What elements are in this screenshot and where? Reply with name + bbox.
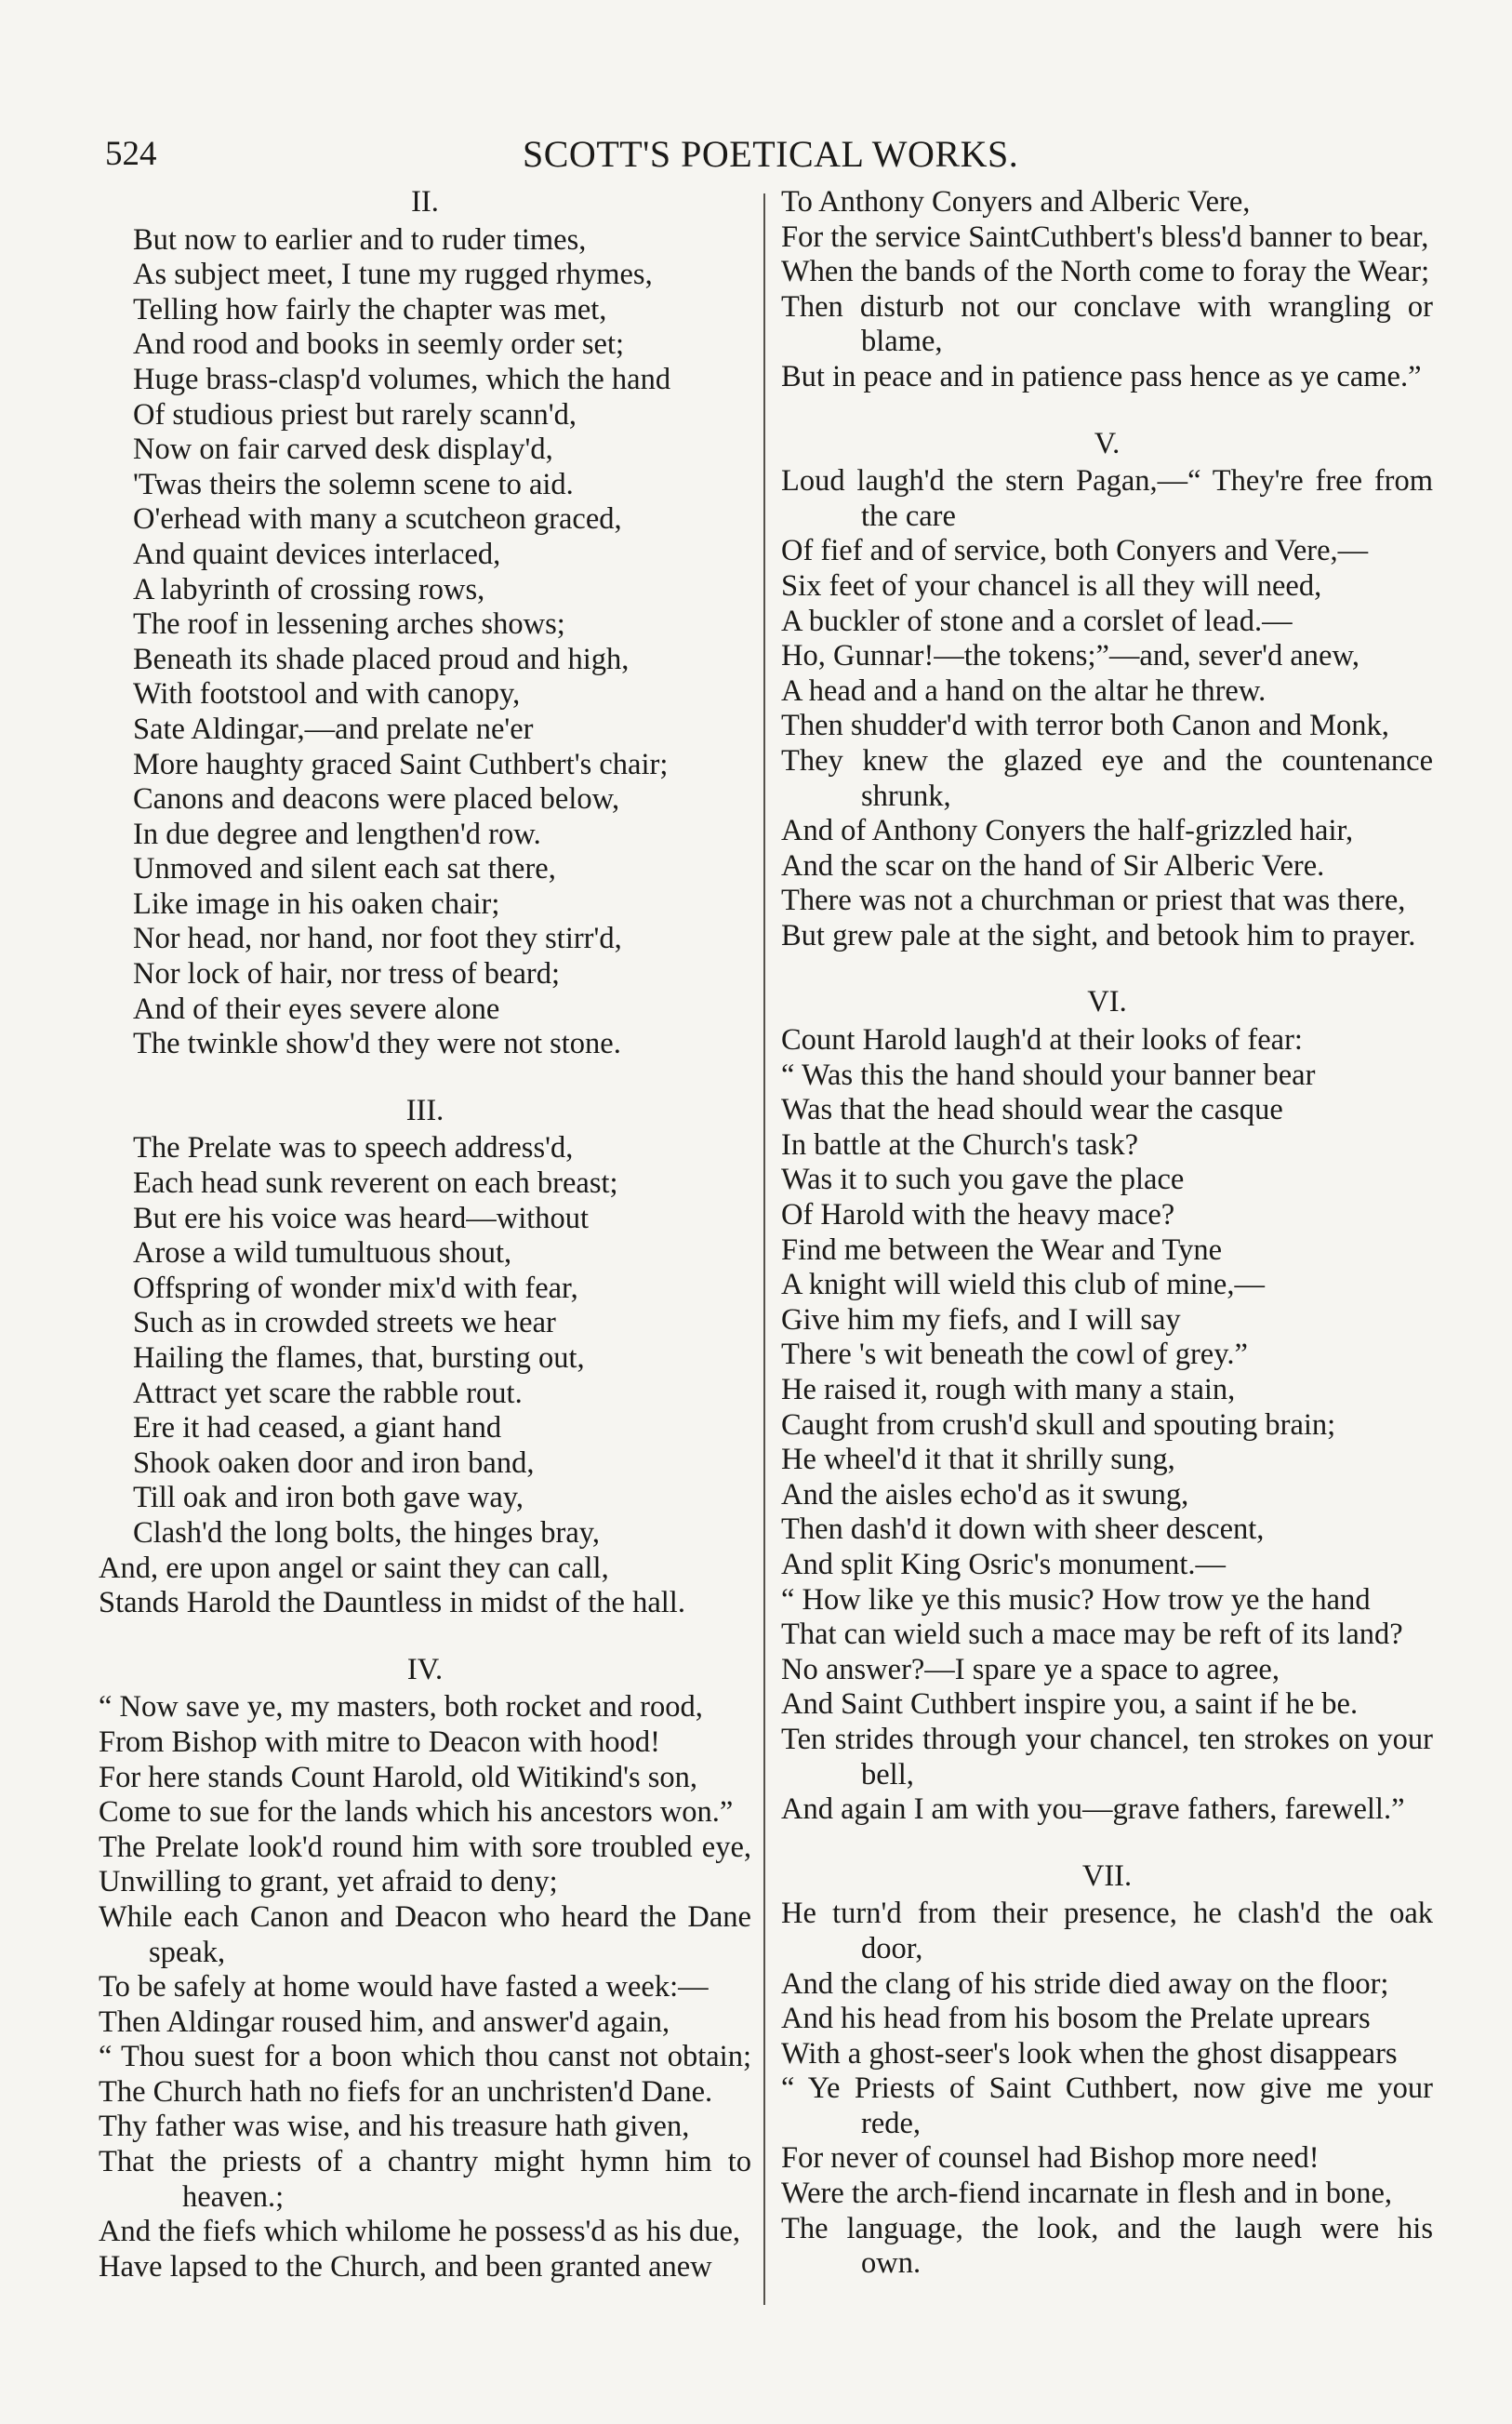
verse-line: As subject meet, I tune my rugged rhymes, bbox=[133, 258, 653, 292]
stanza-number: III. bbox=[405, 1093, 444, 1127]
verse-line: Unmoved and silent each sat there, bbox=[133, 852, 556, 886]
verse-line: That the priests of a chantry might hymn him to bbox=[99, 2145, 751, 2179]
verse-line: Each head sunk reverent on each breast; bbox=[133, 1166, 618, 1201]
verse-line: But now to earlier and to ruder times, bbox=[133, 222, 587, 257]
verse-line: Offspring of wonder mix'd with fear, bbox=[133, 1271, 578, 1305]
verse-line: In due degree and lengthen'd row. bbox=[133, 817, 541, 851]
verse-line: He turn'd from their presence, he clash'd the oak bbox=[781, 1897, 1433, 1931]
verse-line: Ten strides through your chancel, ten strokes on your bbox=[781, 1722, 1433, 1756]
verse-line: Of fief and of service, both Conyers and Vere,— bbox=[781, 534, 1369, 568]
verse-line: Was that the head should wear the casque bbox=[781, 1093, 1283, 1127]
verse-line: To Anthony Conyers and Alberic Vere, bbox=[781, 185, 1251, 219]
verse-line: Till oak and iron both gave way, bbox=[133, 1481, 524, 1515]
verse-line: Beneath its shade placed proud and high, bbox=[133, 642, 630, 676]
verse-line: Stands Harold the Dauntless in midst of the hall. bbox=[99, 1586, 685, 1620]
left-column bbox=[99, 185, 751, 2284]
verse-line: For the service SaintCuthbert's bless'd banner to bear, bbox=[781, 220, 1429, 254]
verse-line: Now on fair carved desk display'd, bbox=[133, 433, 553, 467]
verse-line: He wheel'd it that it shrilly sung, bbox=[781, 1443, 1175, 1477]
verse-line: Unwilling to grant, yet afraid to deny; bbox=[99, 1865, 558, 1899]
right-column bbox=[781, 185, 1433, 2282]
verse-line: “ Ye Priests of Saint Cuthbert, now give me your bbox=[781, 2071, 1433, 2106]
verse-line: The Prelate look'd round him with sore troubled eye, bbox=[99, 1830, 751, 1864]
verse-line: He raised it, rough with many a stain, bbox=[781, 1373, 1236, 1406]
verse-line: “ How like ye this music? How trow ye the hand bbox=[781, 1582, 1371, 1617]
verse-line: And of Anthony Conyers the half-grizzled hair, bbox=[781, 814, 1354, 848]
verse-line: Count Harold laugh'd at their looks of fear: bbox=[781, 1023, 1303, 1058]
verse-line: The Prelate was to speech address'd, bbox=[133, 1131, 574, 1165]
verse-line: And quaint devices interlaced, bbox=[133, 537, 501, 571]
verse-line: In battle at the Church's task? bbox=[781, 1127, 1139, 1162]
verse-line: To be safely at home would have fasted a week:— bbox=[99, 1970, 709, 2004]
verse-line: But in peace and in patience pass hence as ye came.” bbox=[781, 359, 1422, 393]
stanza-number: IV. bbox=[406, 1652, 444, 1686]
verse-line-continuation: shrunk, bbox=[861, 779, 951, 813]
stanza-number: II. bbox=[411, 185, 439, 219]
verse-line: Thy father was wise, and his treasure hath given, bbox=[99, 2110, 690, 2144]
verse-line: Come to sue for the lands which his ancestors won.” bbox=[99, 1795, 734, 1830]
column-divider bbox=[763, 193, 765, 2305]
verse-line: There was not a churchman or priest that was there, bbox=[781, 884, 1406, 918]
verse-line: Canons and deacons were placed below, bbox=[133, 782, 620, 817]
verse-line: With footstool and with canopy, bbox=[133, 677, 521, 712]
verse-line: Nor head, nor hand, nor foot they stirr'd, bbox=[133, 922, 622, 956]
verse-line: “ Now save ye, my masters, both rocket and rood, bbox=[99, 1690, 703, 1725]
verse-line: While each Canon and Deacon who heard the Dane bbox=[99, 1899, 751, 1934]
verse-line: And Saint Cuthbert inspire you, a saint if he be. bbox=[781, 1687, 1359, 1722]
verse-line: And the scar on the hand of Sir Alberic Vere. bbox=[781, 848, 1325, 883]
stanza-number: VII. bbox=[1081, 1858, 1133, 1893]
verse-line: Then shudder'd with terror both Canon and Monk, bbox=[781, 709, 1389, 743]
verse-line: Hailing the flames, that, bursting out, bbox=[133, 1341, 585, 1375]
verse-line: There 's wit beneath the cowl of grey.” bbox=[781, 1338, 1248, 1372]
verse-line: The roof in lessening arches shows; bbox=[133, 607, 565, 642]
verse-line: With a ghost-seer's look when the ghost disappears bbox=[781, 2036, 1398, 2071]
verse-line: Arose a wild tumultuous shout, bbox=[133, 1236, 512, 1271]
verse-line: Of Harold with the heavy mace? bbox=[781, 1198, 1175, 1232]
verse-line: Was it to such you gave the place bbox=[781, 1163, 1185, 1197]
verse-line: A labyrinth of crossing rows, bbox=[133, 572, 485, 606]
verse-line-continuation: heaven.; bbox=[182, 2179, 285, 2214]
verse-line: 'Twas theirs the solemn scene to aid. bbox=[133, 467, 574, 501]
verse-line: When the bands of the North come to foray the Wear; bbox=[781, 255, 1430, 289]
verse-line-continuation: rede, bbox=[861, 2106, 922, 2140]
verse-line: For never of counsel had Bishop more need! bbox=[781, 2141, 1320, 2176]
verse-line: “ Thou suest for a boon which thou canst not obtain; bbox=[99, 2040, 751, 2074]
stanza-ii bbox=[99, 185, 751, 1062]
verse-line: Attract yet scare the rabble rout. bbox=[133, 1376, 523, 1410]
verse-line: More haughty graced Saint Cuthbert's chair; bbox=[133, 747, 669, 781]
verse-line: And of their eyes severe alone bbox=[133, 992, 500, 1026]
verse-line: A knight will wield this club of mine,— bbox=[781, 1268, 1265, 1302]
stanza-iv-continued bbox=[781, 185, 1433, 395]
verse-line: Huge brass-clasp'd volumes, which the hand bbox=[133, 362, 671, 396]
verse-line: That can wield such a mace may be reft of its land? bbox=[781, 1618, 1403, 1652]
verse-line: Ho, Gunnar!—the tokens;”—and, sever'd anew, bbox=[781, 639, 1359, 673]
verse-line: Find me between the Wear and Tyne bbox=[781, 1232, 1223, 1267]
verse-line: Have lapsed to the Church, and been granted anew bbox=[99, 2249, 712, 2284]
verse-line: And split King Osric's monument.— bbox=[781, 1547, 1226, 1581]
page-number: 524 bbox=[105, 135, 157, 173]
stanza-number: V. bbox=[1094, 426, 1121, 460]
verse-line: And rood and books in seemly order set; bbox=[133, 327, 625, 362]
verse-line: A head and a hand on the altar he threw. bbox=[781, 673, 1267, 708]
verse-line: But ere his voice was heard—without bbox=[133, 1201, 590, 1235]
verse-line: Were the arch-fiend incarnate in flesh and in bone, bbox=[781, 2177, 1393, 2211]
verse-line: From Bishop with mitre to Deacon with hood! bbox=[99, 1725, 660, 1759]
verse-line: Caught from crush'd skull and spouting brain; bbox=[781, 1407, 1336, 1442]
verse-line: And the fiefs which whilome he possess'd as his due, bbox=[99, 2215, 741, 2249]
verse-line: And the aisles echo'd as it swung, bbox=[781, 1477, 1189, 1512]
stanza-vii bbox=[781, 1859, 1433, 2282]
verse-line: No answer?—I spare ye a space to agree, bbox=[781, 1652, 1280, 1686]
verse-line: The language, the look, and the laugh were his bbox=[781, 2211, 1433, 2245]
verse-line: They knew the glazed eye and the countenance bbox=[781, 743, 1433, 778]
verse-line: Shook oaken door and iron band, bbox=[133, 1445, 535, 1480]
verse-line-continuation: blame, bbox=[861, 325, 943, 359]
verse-line: Of studious priest but rarely scann'd, bbox=[133, 397, 577, 432]
verse-line: Clash'd the long bolts, the hinges bray, bbox=[133, 1515, 601, 1550]
stanza-v bbox=[781, 427, 1433, 954]
stanza-number: VI. bbox=[1087, 985, 1127, 1019]
verse-line: A buckler of stone and a corslet of lead.— bbox=[781, 604, 1293, 638]
verse-line: For here stands Count Harold, old Witikind's son, bbox=[99, 1760, 697, 1794]
stanza-vi bbox=[781, 985, 1433, 1827]
verse-line-continuation: door, bbox=[861, 1931, 923, 1965]
stanza-iii bbox=[99, 1094, 751, 1621]
verse-line: “ Was this the hand should your banner bear bbox=[781, 1058, 1316, 1092]
verse-line: Telling how fairly the chapter was met, bbox=[133, 292, 607, 326]
verse-line: And the clang of his stride died away on the floor; bbox=[781, 1966, 1389, 2001]
verse-line-continuation: the care bbox=[861, 499, 956, 533]
verse-line: Six feet of your chancel is all they will need, bbox=[781, 568, 1322, 603]
verse-line: The twinkle show'd they were not stone. bbox=[133, 1027, 621, 1061]
running-title: SCOTT'S POETICAL WORKS. bbox=[523, 133, 1019, 175]
verse-line-continuation: bell, bbox=[861, 1757, 914, 1791]
verse-line: Sate Aldingar,—and prelate ne'er bbox=[133, 712, 534, 746]
verse-line: Then dash'd it down with sheer descent, bbox=[781, 1512, 1265, 1547]
verse-line: But grew pale at the sight, and betook him to prayer. bbox=[781, 918, 1416, 952]
verse-line: Then disturb not our conclave with wrangling or bbox=[781, 289, 1433, 324]
verse-line: Like image in his oaken chair; bbox=[133, 886, 500, 921]
verse-line: Then Aldingar roused him, and answer'd again, bbox=[99, 2004, 670, 2039]
stanza-iv bbox=[99, 1653, 751, 2285]
verse-line: Nor lock of hair, nor tress of beard; bbox=[133, 957, 560, 992]
verse-line: Give him my fiefs, and I will say bbox=[781, 1302, 1181, 1337]
verse-line: Such as in crowded streets we hear bbox=[133, 1306, 556, 1340]
verse-line-continuation: speak, bbox=[149, 1935, 226, 1969]
verse-line: Ere it had ceased, a giant hand bbox=[133, 1411, 502, 1445]
verse-line: Loud laugh'd the stern Pagan,—“ They're free from bbox=[781, 464, 1433, 499]
verse-line: And his head from his bosom the Prelate uprears bbox=[781, 2002, 1371, 2036]
verse-line: And, ere upon angel or saint they can call, bbox=[99, 1551, 609, 1585]
verse-line: And again I am with you—grave fathers, farewell.” bbox=[781, 1792, 1405, 1827]
verse-line: The Church hath no fiefs for an unchristen'd Dane. bbox=[99, 2074, 713, 2109]
verse-line: O'erhead with many a scutcheon graced, bbox=[133, 502, 622, 537]
verse-line-continuation: own. bbox=[861, 2246, 922, 2281]
